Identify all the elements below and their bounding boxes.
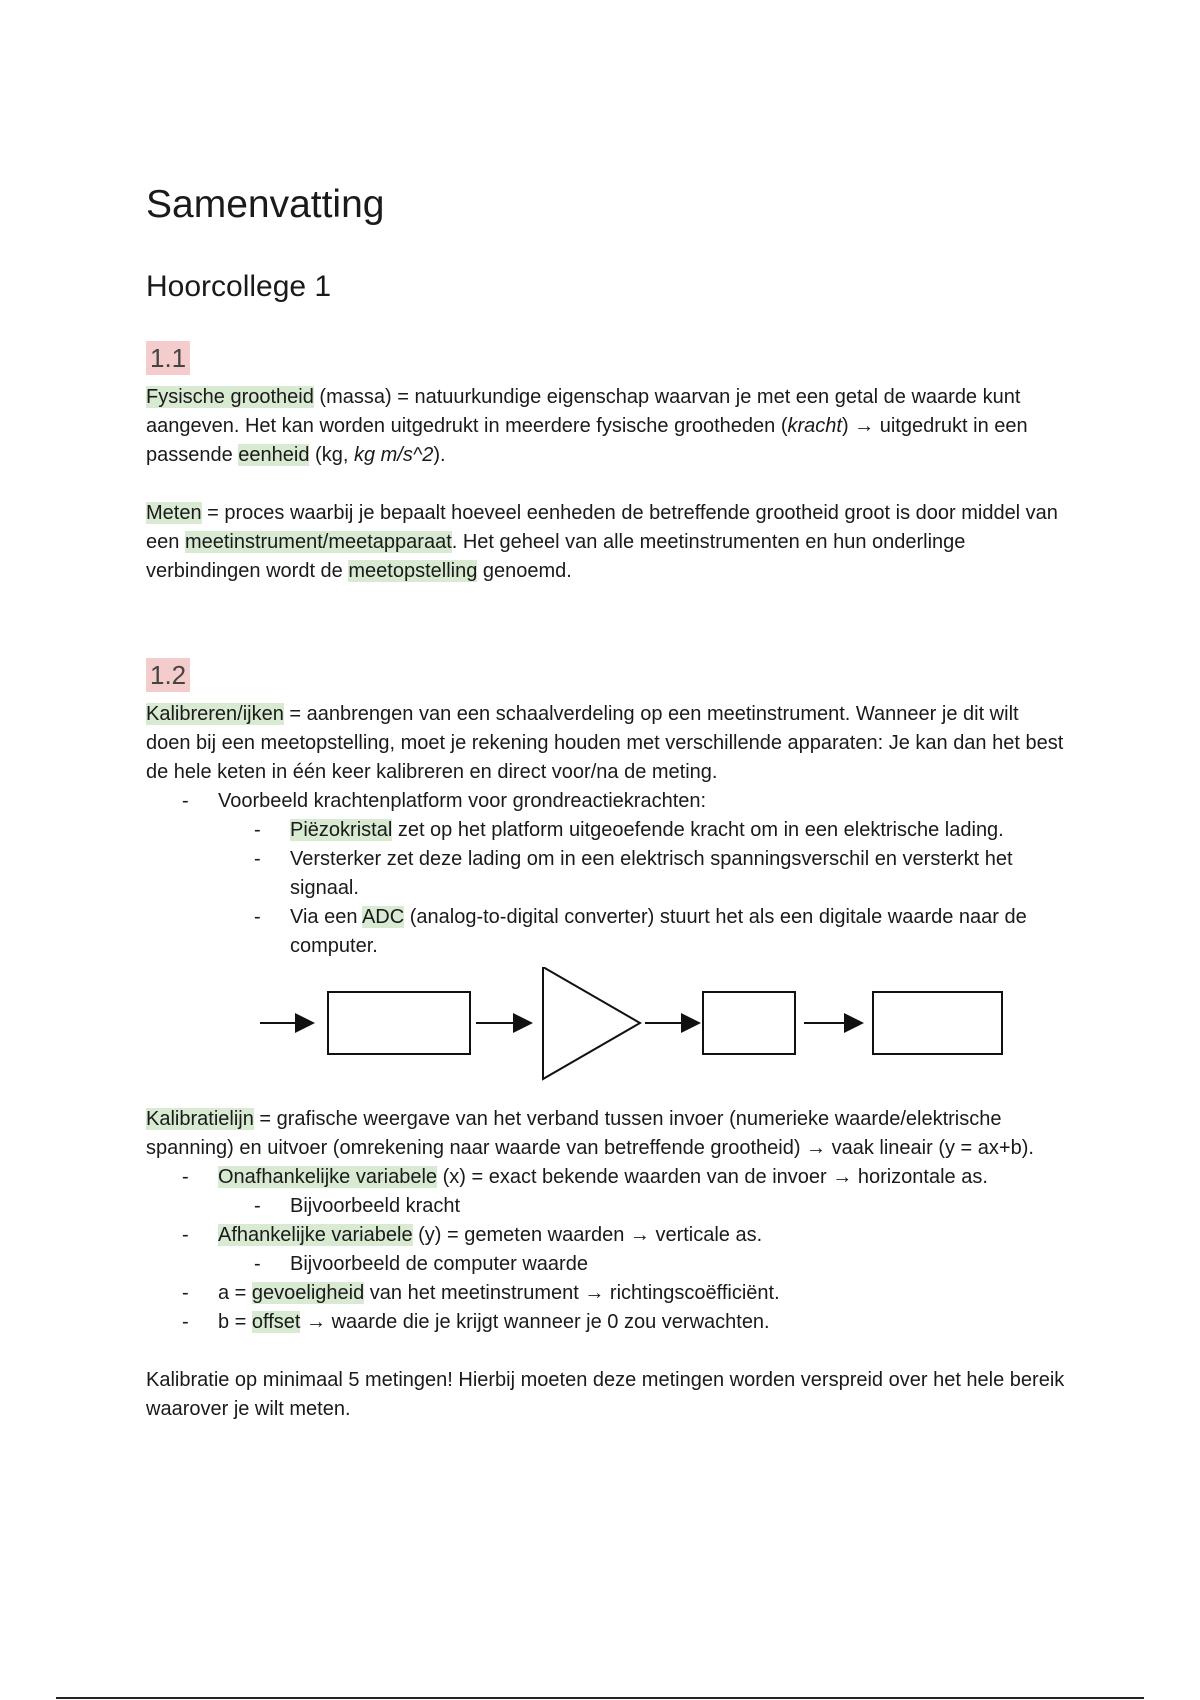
diagram-svg (146, 967, 1066, 1097)
list-item: - Versterker zet deze lading om in een elektrisch spanningsverschil en versterkt het signaal. (218, 845, 1066, 903)
highlight-term: Kalibratielijn (146, 1107, 254, 1130)
paragraph-kalibratielijn: Kalibratielijn = grafische weergave van het verband tussen invoer (numerieke waarde/elektrische spanning) en uitvoer (omrekening naar waarde van betreffende grootheid) → vaak lineair (y = ax+b). (146, 1107, 1034, 1159)
section-label: 1.2 (146, 658, 190, 692)
piezo-box (328, 992, 470, 1054)
highlight-term: Piëzokristal (290, 818, 393, 841)
sub-list (218, 1250, 1066, 1279)
document-title: Samenvatting (146, 183, 385, 226)
highlight-term: Fysische grootheid (146, 385, 314, 408)
paragraph-kalibratie-metingen: Kalibratie op minimaal 5 metingen! Hierbij moeten deze metingen worden verspreid over het hele bereik waarover je wilt meten. (146, 1368, 1065, 1420)
list-item: - Via een ADC (analog-to-digital converter) stuurt het als een digitale waarde naar de computer. (218, 903, 1066, 961)
highlight-term: gevoeligheid (251, 1281, 365, 1304)
paragraph-kalibreren: Kalibreren/ijken = aanbrengen van een schaalverdeling op een meetinstrument. Wanneer je dit wilt doen bij een meetopstelling, moet je rekening houden met verschillende apparaten: Je kan dan het best de hele keten in één keer kalibreren en direct voor/na de meting. (146, 702, 1064, 783)
list-item: - Afhankelijke variabele (y) = gemeten waarden → verticale as. - Bijvoorbeeld de computer waarde (146, 1221, 1066, 1279)
highlight-term: ADC (361, 905, 405, 928)
amplifier-triangle (543, 967, 640, 1079)
lecture-heading: Hoorcollege 1 (146, 269, 332, 303)
sub-list (218, 1192, 1066, 1221)
highlight-term: Kalibreren/ijken (146, 702, 284, 725)
list-item: - b = offset → waarde die je krijgt wanneer je 0 zou verwachten. (146, 1308, 1066, 1337)
computer-box (873, 992, 1002, 1054)
sub-list (218, 816, 1066, 961)
adc-box (703, 992, 795, 1054)
highlight-term: Meten (146, 501, 202, 524)
highlight-term: meetinstrument/meetapparaat (184, 530, 452, 553)
highlight-term: meetopstelling (348, 559, 478, 582)
highlight-term: offset (251, 1310, 301, 1333)
section-1-2 (146, 658, 1066, 692)
paragraph-meten: Meten = proces waarbij je bepaalt hoeveel eenheden de betreffende grootheid groot is door middel van een meetinstrument/meetapparaat. Het geheel van alle meetinstrumenten en hun onderlinge verbindingen wordt de meetopstelling genoemd. (146, 501, 1058, 582)
list-item: - Piëzokristal zet op het platform uitgeoefende kracht om in een elektrische lading. (218, 816, 1066, 845)
list-item: - Bijvoorbeeld kracht (218, 1192, 1066, 1221)
section-label: 1.1 (146, 341, 190, 375)
list-item: - Bijvoorbeeld de computer waarde (218, 1250, 1066, 1279)
signal-chain-diagram (146, 967, 1066, 1097)
page-bottom-rule (56, 1697, 1144, 1699)
highlight-term: eenheid (238, 443, 310, 466)
example-list (146, 787, 1066, 961)
variables-list (146, 1163, 1066, 1337)
document-page (146, 182, 1066, 1424)
section-1-1 (146, 341, 1066, 375)
list-item: - a = gevoeligheid van het meetinstrument → richtingscoëfficiënt. (146, 1279, 1066, 1308)
list-item: - Voorbeeld krachtenplatform voor grondreactiekrachten: - Piëzokristal zet op het platform uitgeoefende kracht om in een elektrische lading. - Versterker zet deze lading om in een elektrisch spanningsverschil en versterkt het signaal. - Via een ADC (analog-to-digital converter) stuurt het als een digitale waarde naar de computer. (146, 787, 1066, 961)
highlight-term: Afhankelijke variabele (218, 1223, 413, 1246)
highlight-term: Onafhankelijke variabele (218, 1165, 438, 1188)
list-item: - Onafhankelijke variabele (x) = exact bekende waarden van de invoer → horizontale as. - Bijvoorbeeld kracht (146, 1163, 1066, 1221)
paragraph-fysische-grootheid: Fysische grootheid (massa) = natuurkundige eigenschap waarvan je met een getal de waarde kunt aangeven. Het kan worden uitgedrukt in meerdere fysische grootheden (kracht) → uitgedrukt in een passende eenheid (kg, kg m/s^2). (146, 385, 1028, 466)
